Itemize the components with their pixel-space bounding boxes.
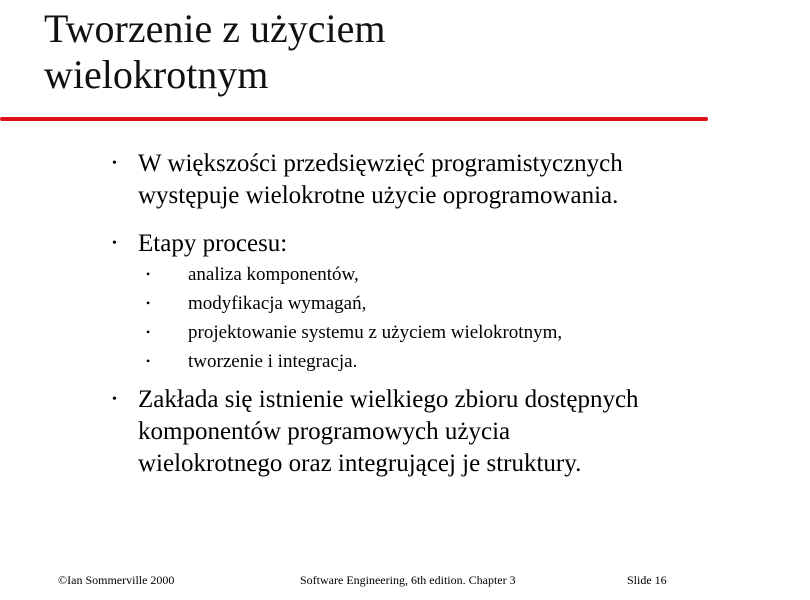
bullet-1-line-1: W większości przedsięwzięć programistycznych — [138, 150, 623, 177]
bullet-text — [138, 384, 798, 480]
sub-bullet-text: analiza komponentów, — [188, 264, 359, 285]
title-line-1: Tworzenie z użyciem — [44, 6, 386, 51]
bullet-marker: • — [112, 236, 117, 251]
bullet-marker: • — [112, 156, 117, 171]
title-divider — [0, 117, 708, 121]
bullet-marker: • — [112, 392, 117, 407]
footer-course: Software Engineering, 6th edition. Chapter 3 — [300, 573, 516, 587]
sub-bullet-marker: • — [146, 296, 151, 310]
sub-bullet-text: modyfikacja wymagań, — [188, 293, 367, 314]
bullet-text — [138, 148, 798, 212]
bullet-3-line-3: wielokrotnego oraz integrującej je struktury. — [138, 450, 582, 477]
title-line-2: wielokrotnym — [44, 52, 269, 97]
sub-bullet-text: projektowanie systemu z użyciem wielokrotnym, — [188, 322, 563, 343]
sub-bullet-marker: • — [146, 267, 151, 281]
footer-slide-number: Slide 16 — [627, 573, 667, 587]
sub-bullet-marker: • — [146, 354, 151, 368]
bullet-3-line-2: komponentów programowych użycia — [138, 418, 511, 445]
slide-title — [44, 6, 764, 98]
sub-bullet-text: tworzenie i integracja. — [188, 351, 358, 372]
footer-copyright: ©Ian Sommerville 2000 — [58, 573, 175, 587]
bullet-1-line-2: występuje wielokrotne użycie oprogramowania. — [138, 182, 619, 209]
bullet-3-line-1: Zakłada się istnienie wielkiego zbioru dostępnych — [138, 386, 639, 413]
bullet-2-line-1: Etapy procesu: — [138, 230, 288, 257]
sub-bullet-marker: • — [146, 325, 151, 339]
